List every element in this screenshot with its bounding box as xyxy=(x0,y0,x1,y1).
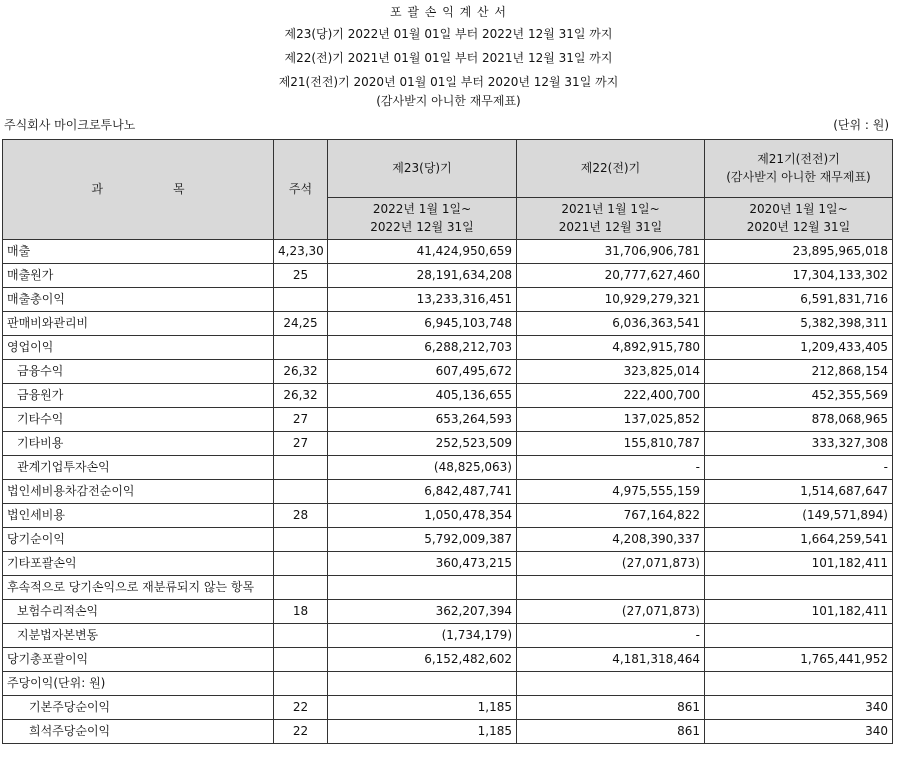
row-item: 금융수익 xyxy=(3,360,274,384)
row-value-23: 6,842,487,741 xyxy=(328,480,517,504)
row-note xyxy=(274,624,328,648)
statement-title: 포 괄 손 익 계 산 서 xyxy=(389,5,508,19)
row-item: 금융원가 xyxy=(3,384,274,408)
row-note: 27 xyxy=(274,408,328,432)
row-value-23 xyxy=(328,672,517,696)
row-note xyxy=(274,288,328,312)
table-row xyxy=(3,408,893,432)
row-value-22: 222,400,700 xyxy=(517,384,705,408)
unit-label: (단위 : 원) xyxy=(833,118,889,132)
row-value-21: 5,382,398,311 xyxy=(705,312,893,336)
row-item: 주당이익(단위: 원) xyxy=(3,672,274,696)
row-note: 28 xyxy=(274,504,328,528)
header-subject-b: 목 xyxy=(173,182,185,196)
row-value-22: 137,025,852 xyxy=(517,408,705,432)
row-value-21 xyxy=(705,624,893,648)
row-note xyxy=(274,456,328,480)
row-value-21: 1,514,687,647 xyxy=(705,480,893,504)
row-item: 당기순이익 xyxy=(3,528,274,552)
row-item: 지분법자본변동 xyxy=(3,624,274,648)
row-value-21 xyxy=(705,576,893,600)
header-period-22: 제22(전)기 xyxy=(517,140,705,198)
table-row xyxy=(3,528,893,552)
dates-22-end: 2021년 12월 31일 xyxy=(558,220,663,234)
row-note xyxy=(274,648,328,672)
row-item: 매출총이익 xyxy=(3,288,274,312)
row-item: 판매비와관리비 xyxy=(3,312,274,336)
row-item: 법인세비용 xyxy=(3,504,274,528)
company-name: 주식회사 마이크로투나노 xyxy=(4,118,136,132)
row-note: 22 xyxy=(274,696,328,720)
row-value-21: 1,664,259,541 xyxy=(705,528,893,552)
row-value-23: 1,185 xyxy=(328,696,517,720)
table-row xyxy=(3,696,893,720)
row-value-22: 20,777,627,460 xyxy=(517,264,705,288)
row-item: 기타포괄손익 xyxy=(3,552,274,576)
row-note xyxy=(274,672,328,696)
row-value-21: (149,571,894) xyxy=(705,504,893,528)
row-item: 희석주당순이익 xyxy=(3,720,274,744)
table-row xyxy=(3,432,893,456)
row-item: 기본주당순이익 xyxy=(3,696,274,720)
row-value-23 xyxy=(328,576,517,600)
row-note xyxy=(274,576,328,600)
row-value-22: (27,071,873) xyxy=(517,600,705,624)
dates-21-start: 2020년 1월 1일~ xyxy=(749,202,848,216)
table-row xyxy=(3,360,893,384)
row-value-23: 13,233,316,451 xyxy=(328,288,517,312)
table-row xyxy=(3,456,893,480)
table-row xyxy=(3,288,893,312)
table-row xyxy=(3,720,893,744)
table-row xyxy=(3,552,893,576)
table-row xyxy=(3,264,893,288)
row-value-21: 340 xyxy=(705,696,893,720)
table-row xyxy=(3,600,893,624)
row-item: 기타비용 xyxy=(3,432,274,456)
table-row xyxy=(3,672,893,696)
row-note xyxy=(274,528,328,552)
row-value-21: 452,355,569 xyxy=(705,384,893,408)
row-value-21: 1,765,441,952 xyxy=(705,648,893,672)
period-current: 제23(당)기 2022년 01월 01일 부터 2022년 12월 31일 까지 xyxy=(284,27,613,41)
dates-23-start: 2022년 1월 1일~ xyxy=(372,202,472,216)
row-item: 기타수익 xyxy=(3,408,274,432)
table-row xyxy=(3,576,893,600)
row-note xyxy=(274,480,328,504)
row-value-21: 1,209,433,405 xyxy=(705,336,893,360)
row-value-22: 861 xyxy=(517,696,705,720)
row-value-21: 101,182,411 xyxy=(705,552,893,576)
row-note: 22 xyxy=(274,720,328,744)
row-value-22: (27,071,873) xyxy=(517,552,705,576)
row-item: 보험수리적손익 xyxy=(3,600,274,624)
dates-23-end: 2022년 12월 31일 xyxy=(370,220,474,234)
header-period-21 xyxy=(705,140,893,198)
row-value-23: 607,495,672 xyxy=(328,360,517,384)
row-item: 관계기업투자손익 xyxy=(3,456,274,480)
row-value-21: 878,068,965 xyxy=(705,408,893,432)
row-note: 25 xyxy=(274,264,328,288)
row-value-21 xyxy=(705,672,893,696)
row-item: 후속적으로 당기손익으로 재분류되지 않는 항목 xyxy=(3,576,274,600)
header-period-21-line1: 제21기(전전)기 xyxy=(757,152,840,166)
row-item: 당기총포괄이익 xyxy=(3,648,274,672)
row-note: 4,23,30 xyxy=(274,240,328,264)
dates-22-start: 2021년 1월 1일~ xyxy=(561,202,660,216)
period-prior2: 제21(전전)기 2020년 01월 01일 부터 2020년 12월 31일 까지 xyxy=(278,75,619,89)
header-dates-21 xyxy=(705,198,893,240)
row-value-22: - xyxy=(517,456,705,480)
row-value-22: 4,975,555,159 xyxy=(517,480,705,504)
row-value-22: 323,825,014 xyxy=(517,360,705,384)
row-value-23: 28,191,634,208 xyxy=(328,264,517,288)
row-value-23: 5,792,009,387 xyxy=(328,528,517,552)
row-note: 24,25 xyxy=(274,312,328,336)
row-value-22: - xyxy=(517,624,705,648)
row-item: 매출원가 xyxy=(3,264,274,288)
row-value-22: 4,181,318,464 xyxy=(517,648,705,672)
row-value-22: 31,706,906,781 xyxy=(517,240,705,264)
row-item: 매출 xyxy=(3,240,274,264)
row-value-23: 1,050,478,354 xyxy=(328,504,517,528)
row-value-23: 405,136,655 xyxy=(328,384,517,408)
row-value-22: 155,810,787 xyxy=(517,432,705,456)
table-row xyxy=(3,504,893,528)
period-prior: 제22(전)기 2021년 01월 01일 부터 2021년 12월 31일 까지 xyxy=(284,51,613,65)
header-note: 주석 xyxy=(274,140,328,240)
row-note xyxy=(274,552,328,576)
row-value-23: 360,473,215 xyxy=(328,552,517,576)
row-value-22: 861 xyxy=(517,720,705,744)
row-value-21: 6,591,831,716 xyxy=(705,288,893,312)
row-value-21: - xyxy=(705,456,893,480)
row-value-22 xyxy=(517,672,705,696)
header-dates-23 xyxy=(328,198,517,240)
audit-note: (감사받지 아니한 재무제표) xyxy=(376,94,521,108)
table-row xyxy=(3,624,893,648)
row-value-23: (48,825,063) xyxy=(328,456,517,480)
row-value-21: 212,868,154 xyxy=(705,360,893,384)
table-row xyxy=(3,240,893,264)
table-row xyxy=(3,312,893,336)
row-value-23: 252,523,509 xyxy=(328,432,517,456)
row-note: 26,32 xyxy=(274,384,328,408)
table-row xyxy=(3,336,893,360)
header-subject xyxy=(3,140,274,240)
row-value-23: 6,288,212,703 xyxy=(328,336,517,360)
header-dates-22 xyxy=(517,198,705,240)
row-value-21: 340 xyxy=(705,720,893,744)
table-row xyxy=(3,648,893,672)
row-note xyxy=(274,336,328,360)
row-value-22: 767,164,822 xyxy=(517,504,705,528)
row-value-21: 23,895,965,018 xyxy=(705,240,893,264)
header-period-23: 제23(당)기 xyxy=(328,140,517,198)
header-period-21-line2: (감사받지 아니한 재무제표) xyxy=(726,170,871,184)
row-value-22: 6,036,363,541 xyxy=(517,312,705,336)
row-value-21: 333,327,308 xyxy=(705,432,893,456)
row-value-23: 6,945,103,748 xyxy=(328,312,517,336)
header-subject-a: 과 xyxy=(91,182,103,196)
row-item: 영업이익 xyxy=(3,336,274,360)
row-value-21: 101,182,411 xyxy=(705,600,893,624)
dates-21-end: 2020년 12월 31일 xyxy=(746,220,851,234)
row-value-22 xyxy=(517,576,705,600)
row-value-22: 10,929,279,321 xyxy=(517,288,705,312)
row-item: 법인세비용차감전순이익 xyxy=(3,480,274,504)
table-row xyxy=(3,384,893,408)
row-value-22: 4,208,390,337 xyxy=(517,528,705,552)
row-value-22: 4,892,915,780 xyxy=(517,336,705,360)
row-note: 27 xyxy=(274,432,328,456)
row-note: 26,32 xyxy=(274,360,328,384)
income-statement-table xyxy=(2,139,893,744)
row-value-23: (1,734,179) xyxy=(328,624,517,648)
row-value-23: 41,424,950,659 xyxy=(328,240,517,264)
row-value-23: 653,264,593 xyxy=(328,408,517,432)
row-value-21: 17,304,133,302 xyxy=(705,264,893,288)
row-value-23: 1,185 xyxy=(328,720,517,744)
row-note: 18 xyxy=(274,600,328,624)
row-value-23: 362,207,394 xyxy=(328,600,517,624)
row-value-23: 6,152,482,602 xyxy=(328,648,517,672)
table-row xyxy=(3,480,893,504)
